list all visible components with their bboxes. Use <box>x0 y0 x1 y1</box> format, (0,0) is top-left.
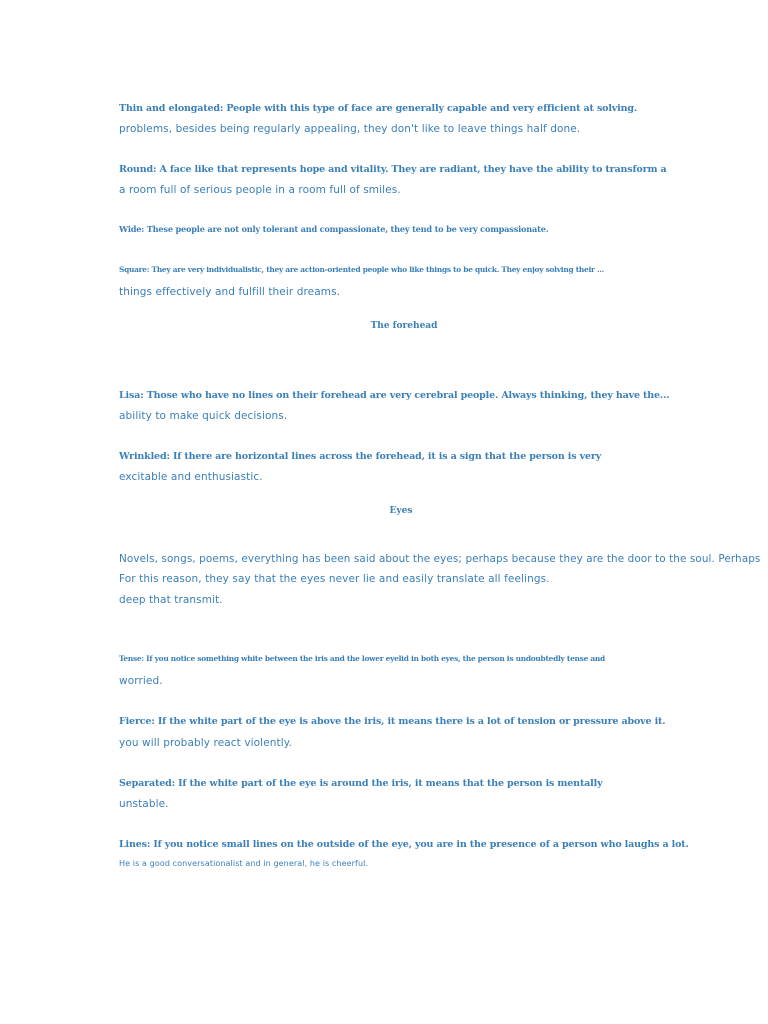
tense-eyes-text-continued: worried. <box>119 675 163 687</box>
tense-eyes-text: Tense: If you notice something white between the iris and the lower eyelid in both eyes, the person is undoubtedly tense and <box>119 654 605 663</box>
round-face-text-continued: a room full of serious people in a room full of smiles. <box>119 184 401 196</box>
smooth-forehead-text: Lisa: Those who have no lines on their forehead are very cerebral people. Always thinking, they have the... <box>119 390 670 401</box>
round-face-text: Round: A face like that represents hope and vitality. They are radiant, they have the ability to transform a <box>119 164 667 175</box>
eyes-intro-text: Novels, songs, poems, everything has been said about the eyes; perhaps because they are the door to the soul. Perhaps <box>119 553 761 565</box>
separated-eyes-text-continued: unstable. <box>119 798 169 810</box>
fierce-eyes-text: Fierce: If the white part of the eye is above the iris, it means there is a lot of tension or pressure above it. <box>119 716 666 727</box>
eyes-heading: Eyes <box>389 506 413 516</box>
eyes-intro-text-3: deep that transmit. <box>119 594 223 606</box>
wrinkled-forehead-text-continued: excitable and enthusiastic. <box>119 471 263 483</box>
square-face-text-continued: things effectively and fulfill their dreams. <box>119 286 341 298</box>
eyes-intro-text-2: For this reason, they say that the eyes never lie and easily translate all feelings. <box>119 573 550 585</box>
thin-face-text: Thin and elongated: People with this type of face are generally capable and very efficient at solving. <box>119 103 638 114</box>
thin-face-text-continued: problems, besides being regularly appealing, they don't like to leave things half done. <box>119 123 581 135</box>
square-face-text: Square: They are very individualistic, they are action-oriented people who like things to be quick. They enjoy solving their ... <box>119 265 604 274</box>
separated-eyes-text: Separated: If the white part of the eye is around the iris, it means that the person is mentally <box>119 778 603 789</box>
eye-lines-text-continued: He is a good conversationalist and in general, he is cheerful. <box>119 859 369 868</box>
wide-face-text: Wide: These people are not only tolerant and compassionate, they tend to be very compassionate. <box>119 224 549 234</box>
eye-lines-text: Lines: If you notice small lines on the outside of the eye, you are in the presence of a person who laughs a lot. <box>119 839 689 850</box>
fierce-eyes-text-continued: you will probably react violently. <box>119 737 292 749</box>
wrinkled-forehead-text: Wrinkled: If there are horizontal lines across the forehead, it is a sign that the person is very <box>119 451 602 462</box>
smooth-forehead-text-continued: ability to make quick decisions. <box>119 410 288 422</box>
forehead-heading: The forehead <box>370 321 438 331</box>
